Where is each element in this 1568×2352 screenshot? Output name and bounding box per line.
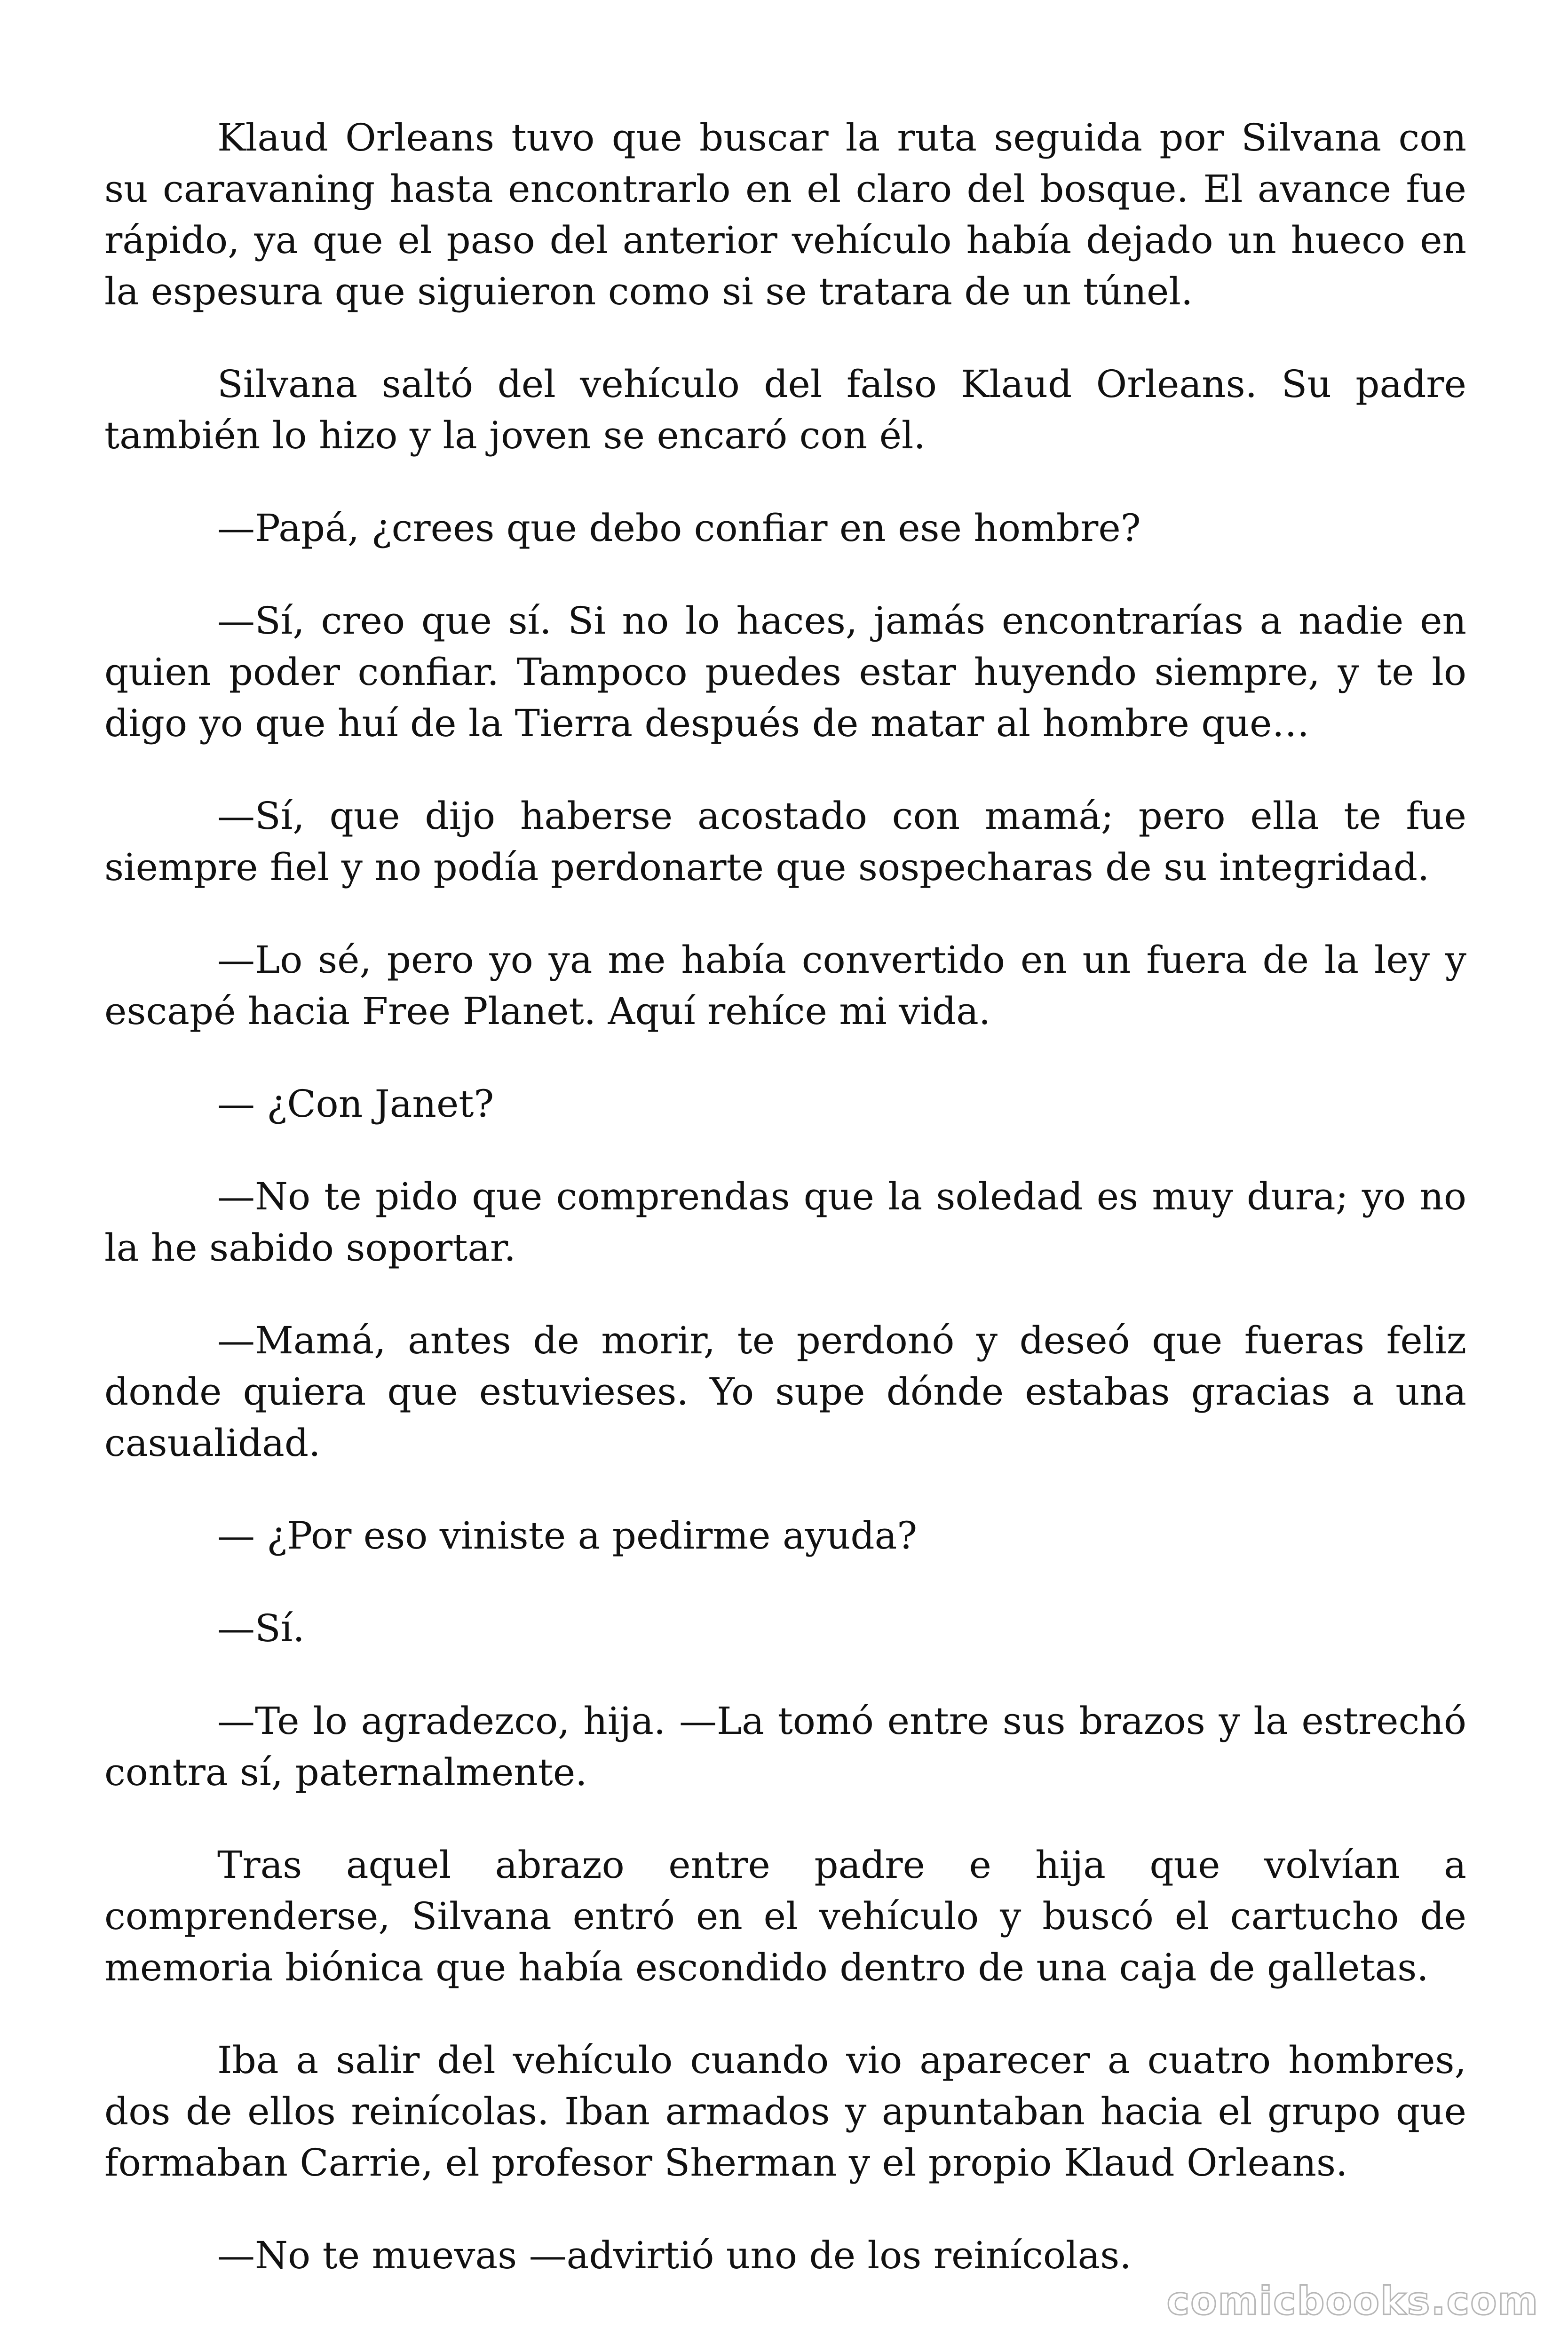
body-text	[104, 112, 1466, 2281]
dialogue-line: —Te lo agradezco, hija. —La tomó entre sus brazos y la estrechó contra sí, paternalmente.	[104, 1699, 1466, 1794]
dialogue-line: —Papá, ¿crees que debo confiar en ese hombre?	[217, 506, 1141, 550]
dialogue-line: — ¿Con Janet?	[217, 1082, 494, 1126]
paragraph: Silvana saltó del vehículo del falso Klaud Orleans. Su padre también lo hizo y la joven se encaró con él.	[104, 362, 1466, 457]
dialogue-line: —Lo sé, pero yo ya me había convertido en un fuera de la ley y escapé hacia Free Planet. Aquí rehíce mi vida.	[104, 938, 1466, 1033]
paragraph: Klaud Orleans tuvo que buscar la ruta seguida por Silvana con su caravaning hasta encontrarlo en el claro del bosque. El avance fue rápido, ya que el paso del anterior vehículo había dejado un hueco en la espesura que siguieron como si se tratara de un túnel.	[104, 116, 1466, 313]
dialogue-line: — ¿Por eso viniste a pedirme ayuda?	[217, 1514, 918, 1557]
dialogue-line: —Mamá, antes de morir, te perdonó y deseó que fueras feliz donde quiera que estuvieses. Yo supe dónde estabas gracias a una casualidad.	[104, 1319, 1466, 1465]
watermark-logo: comicbooks.com	[1166, 2279, 1539, 2324]
dialogue-line: —Sí, que dijo haberse acostado con mamá; pero ella te fue siempre fiel y no podía perdonarte que sospecharas de su integridad.	[104, 794, 1466, 889]
dialogue-line: —Sí, creo que sí. Si no lo haces, jamás encontrarías a nadie en quien poder confiar. Tampoco puedes estar huyendo siempre, y te lo digo yo que huí de la Tierra después de matar al hombre que…	[104, 599, 1466, 745]
paragraph: Iba a salir del vehículo cuando vio aparecer a cuatro hombres, dos de ellos reinícolas. Iban armados y apuntaban hacia el grupo que formaban Carrie, el profesor Sherman y el propio Klaud Orleans.	[104, 2038, 1466, 2185]
dialogue-line: —No te pido que comprendas que la soledad es muy dura; yo no la he sabido soportar.	[104, 1175, 1466, 1270]
dialogue-line: —No te muevas —advirtió uno de los reinícolas.	[217, 2233, 1132, 2277]
paragraph: Tras aquel abrazo entre padre e hija que volvían a comprenderse, Silvana entró en el vehículo y buscó el cartucho de memoria biónica que había escondido dentro de una caja de galletas.	[104, 1843, 1466, 1989]
dialogue-line: —Sí.	[217, 1606, 305, 1650]
